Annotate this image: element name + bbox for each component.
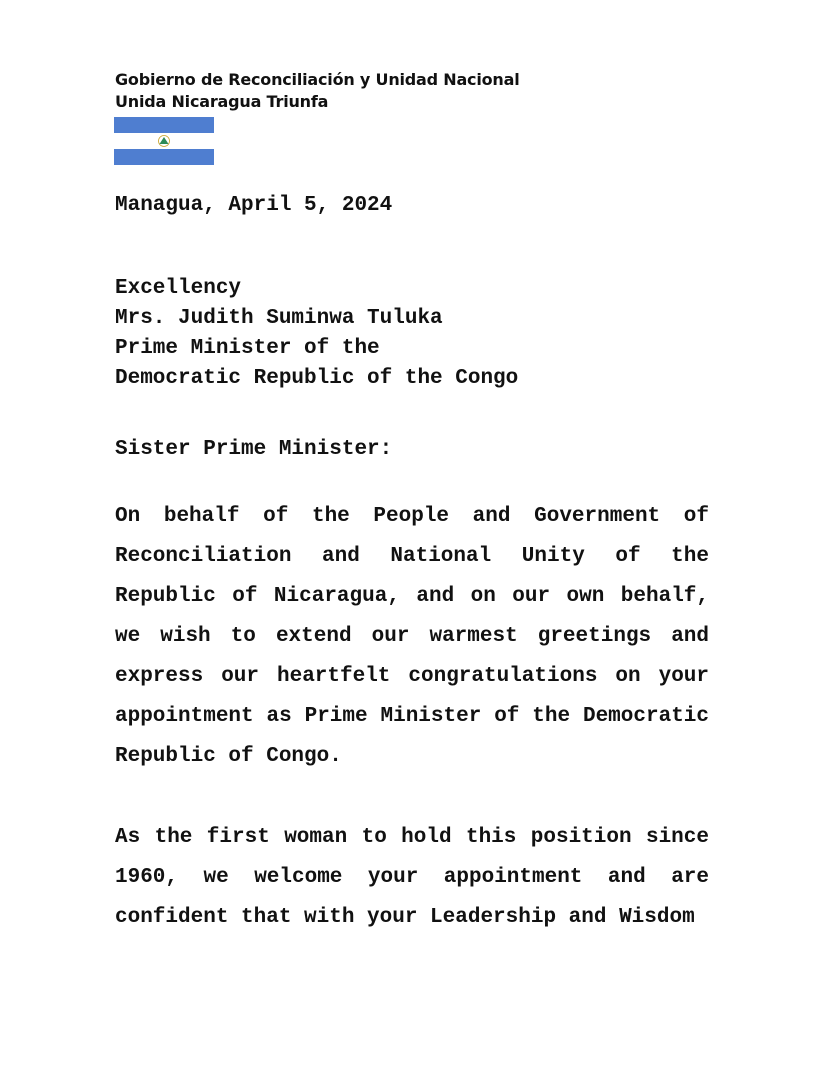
recipient-block: [115, 274, 518, 394]
salutation: Sister Prime Minister:: [115, 438, 393, 461]
body-paragraph-1: On behalf of the People and Government of Reconciliation and National Unity of the Republic of Nicaragua, and on our own behalf, we wish to extend our warmest greetings and express our heartfelt congratulations on your appointment as Prime Minister of the Democratic Republic of Congo.: [115, 505, 709, 768]
recipient-name: Mrs. Judith Suminwa Tuluka: [115, 307, 443, 330]
recipient-honorific: Excellency: [115, 277, 242, 300]
recipient-country: Democratic Republic of the Congo: [115, 367, 519, 390]
letter-date: Managua, April 5, 2024: [115, 194, 393, 217]
letterhead: [115, 69, 520, 113]
body-paragraph-2: As the first woman to hold this position since 1960, we welcome your appointment and are confident that with your Leadership and Wisdom: [115, 826, 709, 929]
recipient-title: Prime Minister of the: [115, 337, 380, 360]
flag-top-stripe: [114, 117, 214, 133]
nicaragua-flag-icon: [114, 117, 214, 165]
letterhead-government-name: Gobierno de Reconciliación y Unidad Nacional: [115, 70, 520, 89]
flag-bottom-stripe: [114, 149, 214, 165]
letterhead-slogan: Unida Nicaragua Triunfa: [115, 92, 329, 111]
